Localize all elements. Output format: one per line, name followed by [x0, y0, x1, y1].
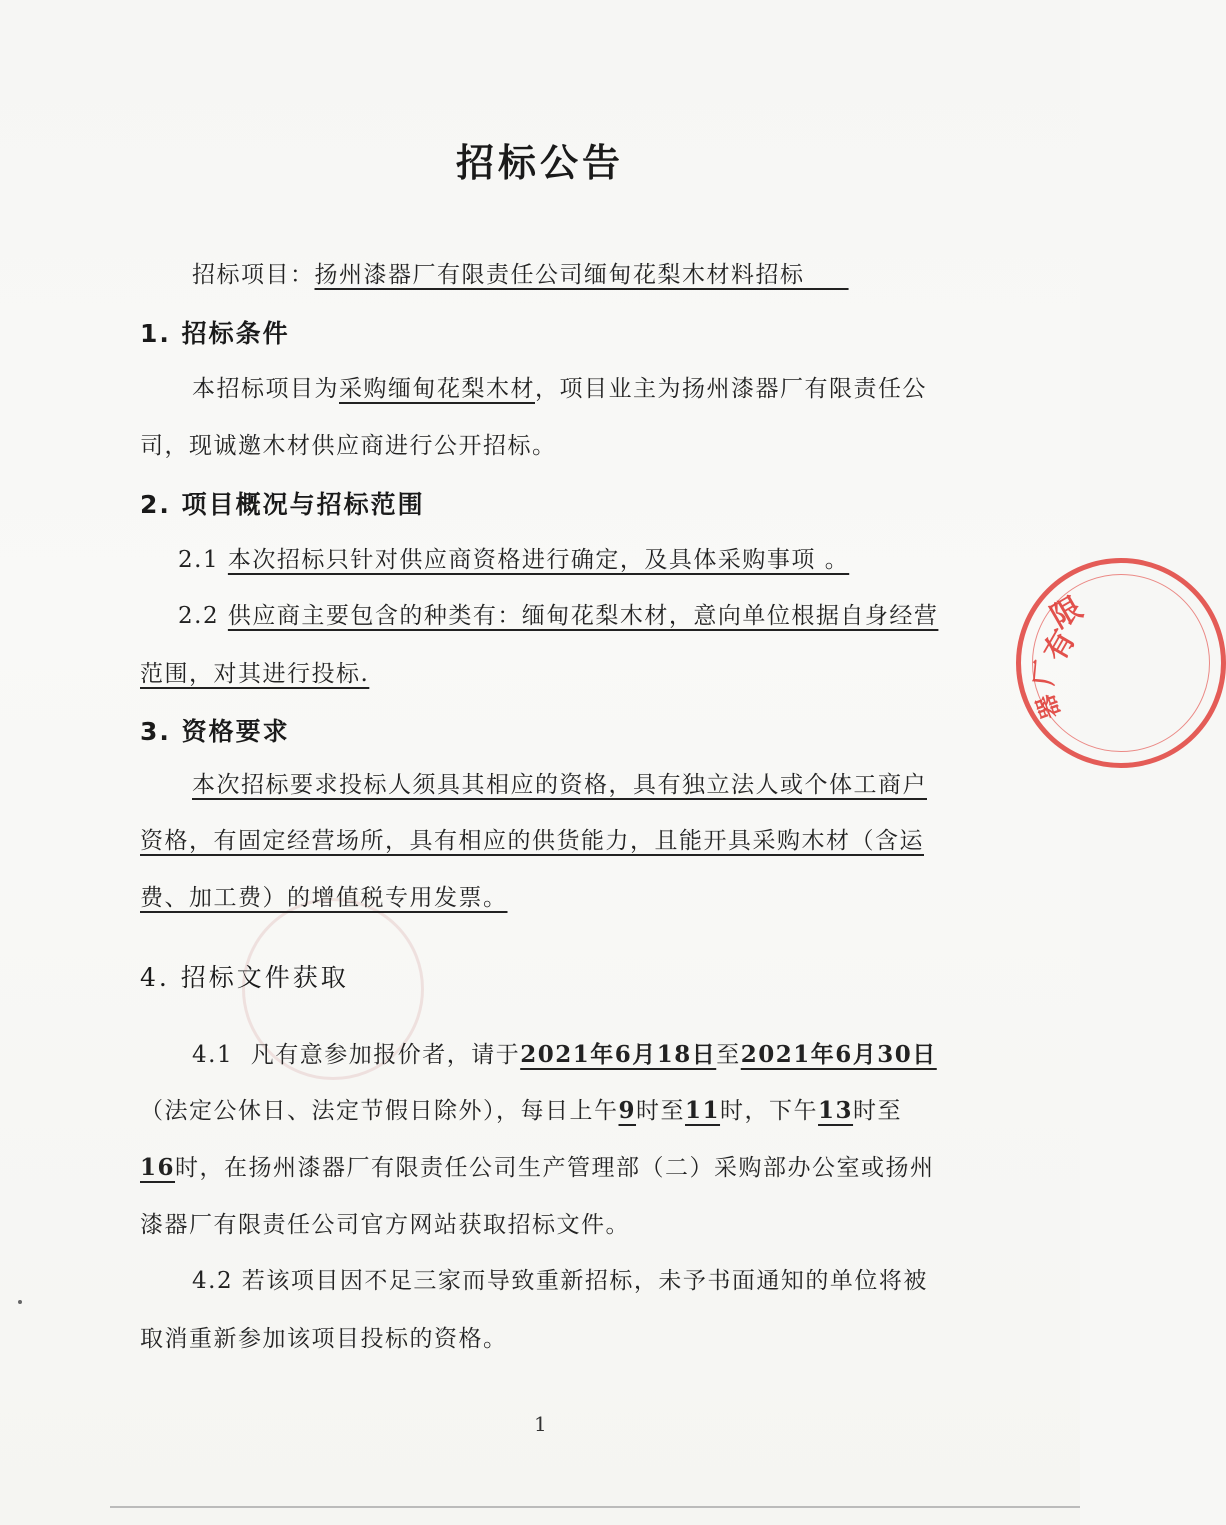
date-end: 2021年6月30日	[740, 1041, 937, 1068]
project-label: 招标项目：	[192, 262, 315, 288]
section-4-item-1-line-2	[140, 1092, 902, 1125]
s1-text-underlined: 采购缅甸花梨木材	[339, 376, 535, 402]
s1-text-c: ，项目业主为扬州漆器厂有限责任公	[535, 376, 927, 402]
section-3-heading: 3. 资格要求	[140, 717, 290, 746]
section-3-line-3	[140, 879, 508, 912]
item-4-1-line-3-text: 时，在扬州漆器厂有限责任公司生产管理部（二）采购部办公室或扬州	[175, 1155, 935, 1181]
section-4-heading: 4. 招标文件获取	[140, 963, 349, 992]
item-2-1-text: 本次招标只针对供应商资格进行确定，及具体采购事项 。	[227, 547, 850, 573]
date-to: 至	[716, 1042, 741, 1068]
section-4-item-1-line-3	[140, 1149, 935, 1182]
section-1-heading: 1. 招标条件	[140, 319, 290, 348]
page-number: 1	[534, 1412, 547, 1436]
project-name: 扬州漆器厂有限责任公司缅甸花梨木材料招标	[314, 262, 805, 288]
item-2-2-number: 2.2	[178, 603, 220, 629]
section-1-line-1	[192, 370, 927, 403]
seal-char-3: 器	[1031, 690, 1066, 723]
section-3-line-1	[192, 766, 927, 799]
item-2-2-text: 供应商主要包含的种类有：缅甸花梨木材，意向单位根据自身经营	[227, 603, 939, 629]
project-underline-pad	[805, 262, 849, 288]
s3-line-1-text: 本次招标要求投标人须具其相应的资格，具有独立法人或个体工商户	[192, 772, 927, 798]
seal-char-4: 厂	[1029, 658, 1062, 687]
scan-speck	[18, 1300, 22, 1304]
item-4-1-number: 4.1	[192, 1042, 234, 1068]
section-3-line-2	[140, 822, 924, 855]
item-2-2-continuation: 范围，对其进行投标.	[140, 661, 370, 687]
am-mid: 时至	[636, 1098, 686, 1124]
pm-end-hour: 16	[140, 1154, 176, 1181]
item-4-2-number: 4.2	[192, 1268, 234, 1294]
section-4-item-2-line-1	[192, 1262, 928, 1295]
section-4-item-1-line-1	[192, 1036, 937, 1069]
section-1-line-2: 司，现诚邀木材供应商进行公开招标。	[140, 433, 557, 459]
section-4-item-2-line-2: 取消重新参加该项目投标的资格。	[140, 1326, 508, 1352]
s3-line-2-text: 资格，有固定经营场所，具有相应的供货能力，且能开具采购木材（含运	[140, 828, 924, 854]
section-4-item-1-line-4: 漆器厂有限责任公司官方网站获取招标文件。	[140, 1212, 630, 1238]
seal-char-2: 限	[1045, 590, 1089, 636]
date-start: 2021年6月18日	[520, 1041, 717, 1068]
section-2-item-1	[178, 541, 849, 574]
am-start-hour: 9	[618, 1097, 637, 1124]
s3-line-3-text: 费、加工费）的增值税专用发票。	[140, 885, 508, 911]
scan-bottom-edge	[110, 1506, 1080, 1508]
item-4-2-text: 若该项目因不足三家而导致重新招标，未予书面通知的单位将被	[241, 1268, 928, 1294]
pm-prefix: 时，下午	[720, 1098, 819, 1124]
project-line	[192, 256, 849, 289]
page-title: 招标公告	[455, 141, 624, 185]
item-4-1-line-2-text: （法定公休日、法定节假日除外），每日上午	[140, 1098, 619, 1124]
s1-text-a: 本招标项目为	[192, 376, 339, 402]
item-4-1-text-a: 凡有意参加报价者，请于	[250, 1042, 521, 1068]
section-2-heading: 2. 项目概况与招标范围	[140, 490, 425, 519]
pm-mid: 时至	[853, 1098, 903, 1124]
am-end-hour: 11	[685, 1097, 721, 1124]
section-2-item-2-cont	[140, 655, 369, 688]
section-2-item-2	[178, 597, 938, 630]
item-2-1-number: 2.1	[178, 547, 220, 573]
seal-char-1: 有	[1037, 624, 1083, 668]
pm-start-hour: 13	[818, 1097, 854, 1124]
